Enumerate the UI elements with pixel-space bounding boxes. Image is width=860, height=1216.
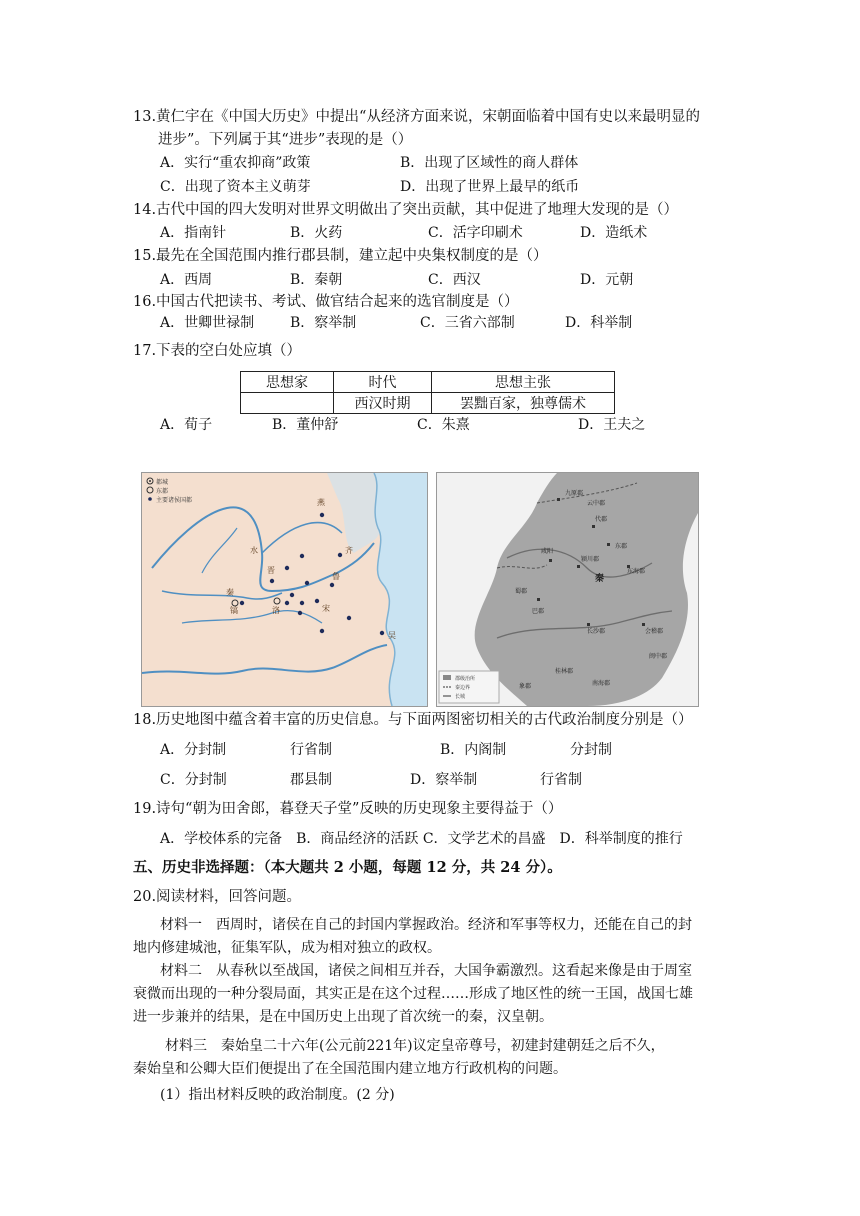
q18-option-d-second: 行省制 [540, 772, 582, 788]
svg-text:长城: 长城 [455, 694, 466, 700]
svg-text:鲁: 鲁 [332, 572, 340, 581]
q18-option-d-first: D．察举制 [410, 772, 478, 788]
qin-dynasty-map-graphic [437, 473, 698, 706]
q17-stem: 17.下表的空白处应填（） [133, 343, 302, 359]
q13-option-c: C．出现了资本主义萌芽 [160, 179, 311, 195]
q17-cell-era: 西汉时期 [334, 393, 432, 414]
q18-option-a-second: 行省制 [290, 742, 332, 758]
svg-text:颍川郡: 颍川郡 [581, 556, 600, 563]
svg-text:桂林郡: 桂林郡 [555, 668, 574, 675]
q17-cell-thinker-blank [241, 393, 334, 414]
q19-options: A．学校体系的完备 B．商品经济的活跃 C．文学艺术的昌盛 D．科举制度的推行 [160, 831, 683, 847]
q17-option-b: B．董仲舒 [272, 417, 339, 433]
q15-stem: 15.最先在全国范围内推行郡县制，建立起中央集权制度的是（） [133, 248, 548, 264]
svg-text:代郡: 代郡 [595, 516, 608, 523]
q18-option-c-first: C．分封制 [160, 772, 227, 788]
q20-stem: 20.阅读材料，回答问题。 [133, 889, 302, 905]
q15-option-b: B．秦朝 [290, 272, 343, 288]
svg-text:会稽郡: 会稽郡 [645, 628, 664, 635]
q20-material3-line2: 秦始皇和公卿大臣们便提出了在全国范围内建立地方行政机构的问题。 [133, 1061, 567, 1077]
svg-text:东郡: 东郡 [615, 543, 628, 550]
q15-option-c: C．西汉 [428, 272, 481, 288]
svg-text:长沙郡: 长沙郡 [587, 628, 606, 635]
q17-header-era: 时代 [334, 372, 432, 393]
svg-text:水: 水 [250, 546, 258, 555]
svg-text:秦: 秦 [595, 574, 605, 584]
svg-text:东海郡: 东海郡 [627, 568, 646, 575]
western-zhou-map [141, 472, 428, 707]
svg-text:云中郡: 云中郡 [587, 500, 606, 507]
q13-option-d: D．出现了世界上最早的纸币 [400, 179, 580, 195]
q17-option-a: A．荀子 [160, 417, 213, 433]
q16-option-b: B．察举制 [290, 315, 357, 331]
q13-option-b: B．出现了区域性的商人群体 [400, 155, 579, 171]
q17-table-header-row [241, 372, 615, 393]
q13-option-a: A．实行“重农抑商”政策 [160, 155, 311, 171]
q20-material2-line3: 进一步兼并的结果，是在中国历史上出现了首次统一的秦，汉皇朝。 [133, 1009, 553, 1025]
q16-option-d: D．科举制 [565, 315, 633, 331]
svg-text:洛: 洛 [272, 606, 280, 615]
q13-stem-line2: 进步”。下列属于其“进步”表现的是（） [158, 132, 413, 148]
q17-table [240, 371, 615, 414]
q18-option-b-second: 分封制 [570, 742, 612, 758]
q14-stem: 14.古代中国的四大发明对世界文明做出了突出贡献，其中促进了地理大发现的是（） [133, 202, 679, 218]
q20-subquestion-1: (1）指出材料反映的政治制度。(2 分) [160, 1087, 395, 1103]
q19-stem: 19.诗句“朝为田舍郎，暮登天子堂”反映的历史现象主要得益于（） [133, 801, 563, 817]
svg-text:宋: 宋 [322, 604, 330, 613]
q16-option-c: C．三省六部制 [420, 315, 515, 331]
svg-text:秦: 秦 [226, 588, 234, 597]
svg-text:齐: 齐 [345, 546, 353, 555]
svg-text:燕: 燕 [317, 498, 325, 507]
q17-option-c: C．朱熹 [417, 417, 470, 433]
q14-option-b: B．火药 [290, 225, 343, 241]
q13-stem-line1: 13.黄仁宇在《中国大历史》中提出“从经济方面来说，宋朝面临着中国有史以来最明显的 [133, 109, 700, 125]
q18-option-a-first: A．分封制 [160, 742, 227, 758]
svg-text:晋: 晋 [267, 566, 275, 575]
svg-text:镐: 镐 [230, 606, 238, 615]
q15-option-a: A．西周 [160, 272, 213, 288]
q16-stem: 16.中国古代把读书、考试、做官结合起来的选官制度是（） [133, 294, 519, 310]
svg-text:都城: 都城 [156, 479, 169, 486]
q20-material2-line2: 衰微而出现的一种分裂局面，其实正是在这个过程……形成了地区性的统一王国，战国七雄 [133, 986, 693, 1002]
q15-option-d: D．元朝 [580, 272, 634, 288]
qin-legend [439, 671, 499, 703]
svg-text:东都: 东都 [156, 488, 169, 495]
q17-header-thinker: 思想家 [241, 372, 334, 393]
q17-header-ideas: 思想主张 [432, 372, 615, 393]
svg-text:象郡: 象郡 [519, 683, 532, 690]
q18-option-c-second: 郡县制 [290, 772, 332, 788]
q17-option-d: D．王夫之 [578, 417, 646, 433]
q14-option-d: D．造纸术 [580, 225, 648, 241]
q17-table-row [241, 393, 615, 414]
svg-text:主要诸侯国都: 主要诸侯国都 [156, 497, 193, 504]
q17-cell-ideas: 罢黜百家，独尊儒术 [432, 393, 615, 414]
svg-text:咸阳: 咸阳 [541, 548, 554, 555]
q20-material2-line1: 材料二 从春秋以至战国，诸侯之间相互并吞，大国争霸激烈。这看起来像是由于周室 [160, 963, 692, 979]
svg-text:蜀郡: 蜀郡 [515, 588, 528, 595]
q14-option-c: C．活字印刷术 [428, 225, 523, 241]
q14-option-a: A．指南针 [160, 225, 227, 241]
qin-dynasty-map [436, 472, 699, 707]
svg-text:巴郡: 巴郡 [532, 608, 545, 615]
q16-option-a: A．世卿世禄制 [160, 315, 255, 331]
svg-text:秦边界: 秦边界 [455, 685, 471, 691]
svg-text:南海郡: 南海郡 [592, 680, 611, 687]
western-zhou-map-graphic [142, 473, 427, 706]
svg-text:郡级治所: 郡级治所 [455, 676, 476, 682]
svg-text:九原郡: 九原郡 [565, 490, 584, 497]
q18-option-b-first: B．内阁制 [440, 742, 507, 758]
western-zhou-legend [147, 478, 192, 504]
section-5-heading: 五、历史非选择题：（本大题共 2 小题，每题 12 分，共 24 分）。 [133, 859, 562, 876]
svg-text:闽中郡: 闽中郡 [649, 653, 668, 660]
q20-material1-line1: 材料一 西周时，诸侯在自己的封国内掌握政治。经济和军事等权力，还能在自己的封 [160, 917, 692, 933]
svg-text:吴: 吴 [388, 631, 396, 640]
q20-material3-line1: 材料三 秦始皇二十六年(公元前221年)议定皇帝尊号，初建封建朝廷之后不久， [165, 1038, 665, 1054]
q20-material1-line2: 地内修建城池，征集军队，成为相对独立的政权。 [133, 940, 441, 956]
q18-stem: 18.历史地图中蕴含着丰富的历史信息。与下面两图密切相关的古代政治制度分别是（） [133, 712, 693, 728]
